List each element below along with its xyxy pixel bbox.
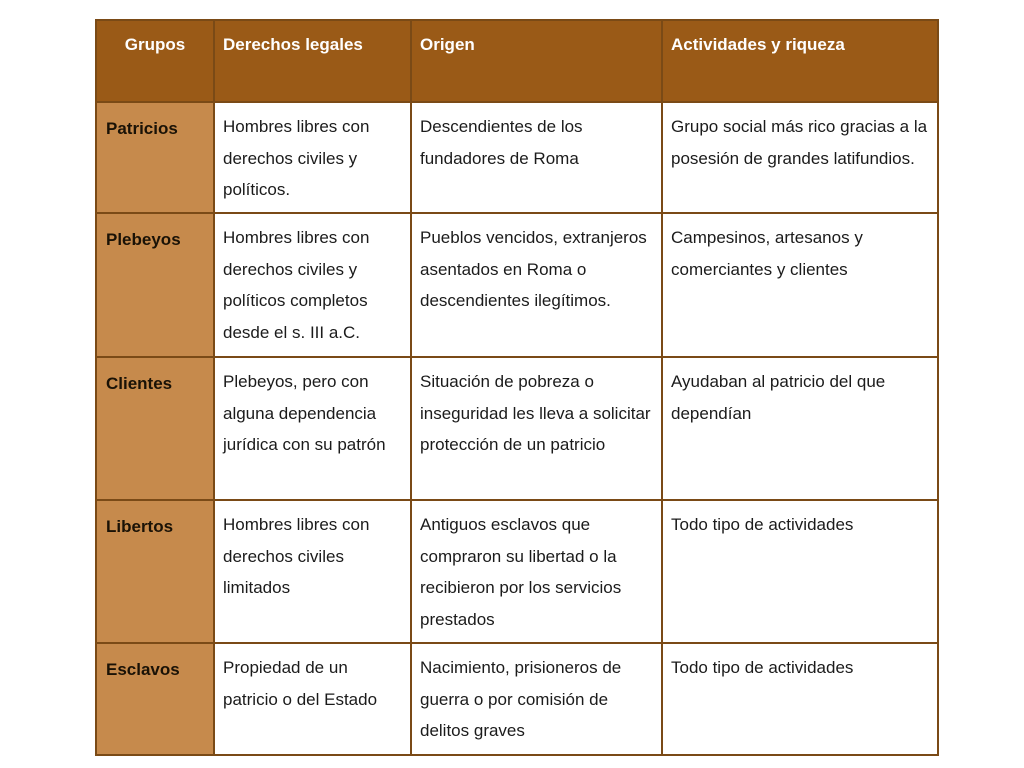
header-activities: Actividades y riqueza [662, 20, 938, 102]
cell-legal-rights: Plebeyos, pero con alguna dependencia jurídica con su patrón [214, 357, 411, 500]
cell-legal-rights: Hombres libres con derechos civiles limitados [214, 500, 411, 643]
cell-legal-rights: Hombres libres con derechos civiles y políticos. [214, 102, 411, 213]
header-legal-rights: Derechos legales [214, 20, 411, 102]
row-header-group: Clientes [96, 357, 214, 500]
cell-origin: Descendientes de los fundadores de Roma [411, 102, 662, 213]
row-header-group: Plebeyos [96, 213, 214, 357]
table-row [96, 643, 938, 755]
roman-social-groups-table [95, 19, 939, 756]
row-header-group: Esclavos [96, 643, 214, 755]
row-header-group: Libertos [96, 500, 214, 643]
cell-activities: Todo tipo de actividades [662, 643, 938, 755]
table-row [96, 357, 938, 500]
row-header-group: Patricios [96, 102, 214, 213]
header-row [96, 20, 938, 102]
cell-legal-rights: Hombres libres con derechos civiles y políticos completos desde el s. III a.C. [214, 213, 411, 357]
table-row [96, 500, 938, 643]
cell-activities: Ayudaban al patricio del que dependían [662, 357, 938, 500]
table-row [96, 213, 938, 357]
header-origin: Origen [411, 20, 662, 102]
cell-legal-rights: Propiedad de un patricio o del Estado [214, 643, 411, 755]
cell-activities: Campesinos, artesanos y comerciantes y clientes [662, 213, 938, 357]
header-groups: Grupos [96, 20, 214, 102]
table-row [96, 102, 938, 213]
cell-activities: Grupo social más rico gracias a la posesión de grandes latifundios. [662, 102, 938, 213]
roman-social-groups-table-container [95, 19, 937, 756]
cell-activities: Todo tipo de actividades [662, 500, 938, 643]
cell-origin: Antiguos esclavos que compraron su libertad o la recibieron por los servicios prestados [411, 500, 662, 643]
cell-origin: Pueblos vencidos, extranjeros asentados en Roma o descendientes ilegítimos. [411, 213, 662, 357]
cell-origin: Nacimiento, prisioneros de guerra o por comisión de delitos graves [411, 643, 662, 755]
cell-origin: Situación de pobreza o inseguridad les lleva a solicitar protección de un patricio [411, 357, 662, 500]
